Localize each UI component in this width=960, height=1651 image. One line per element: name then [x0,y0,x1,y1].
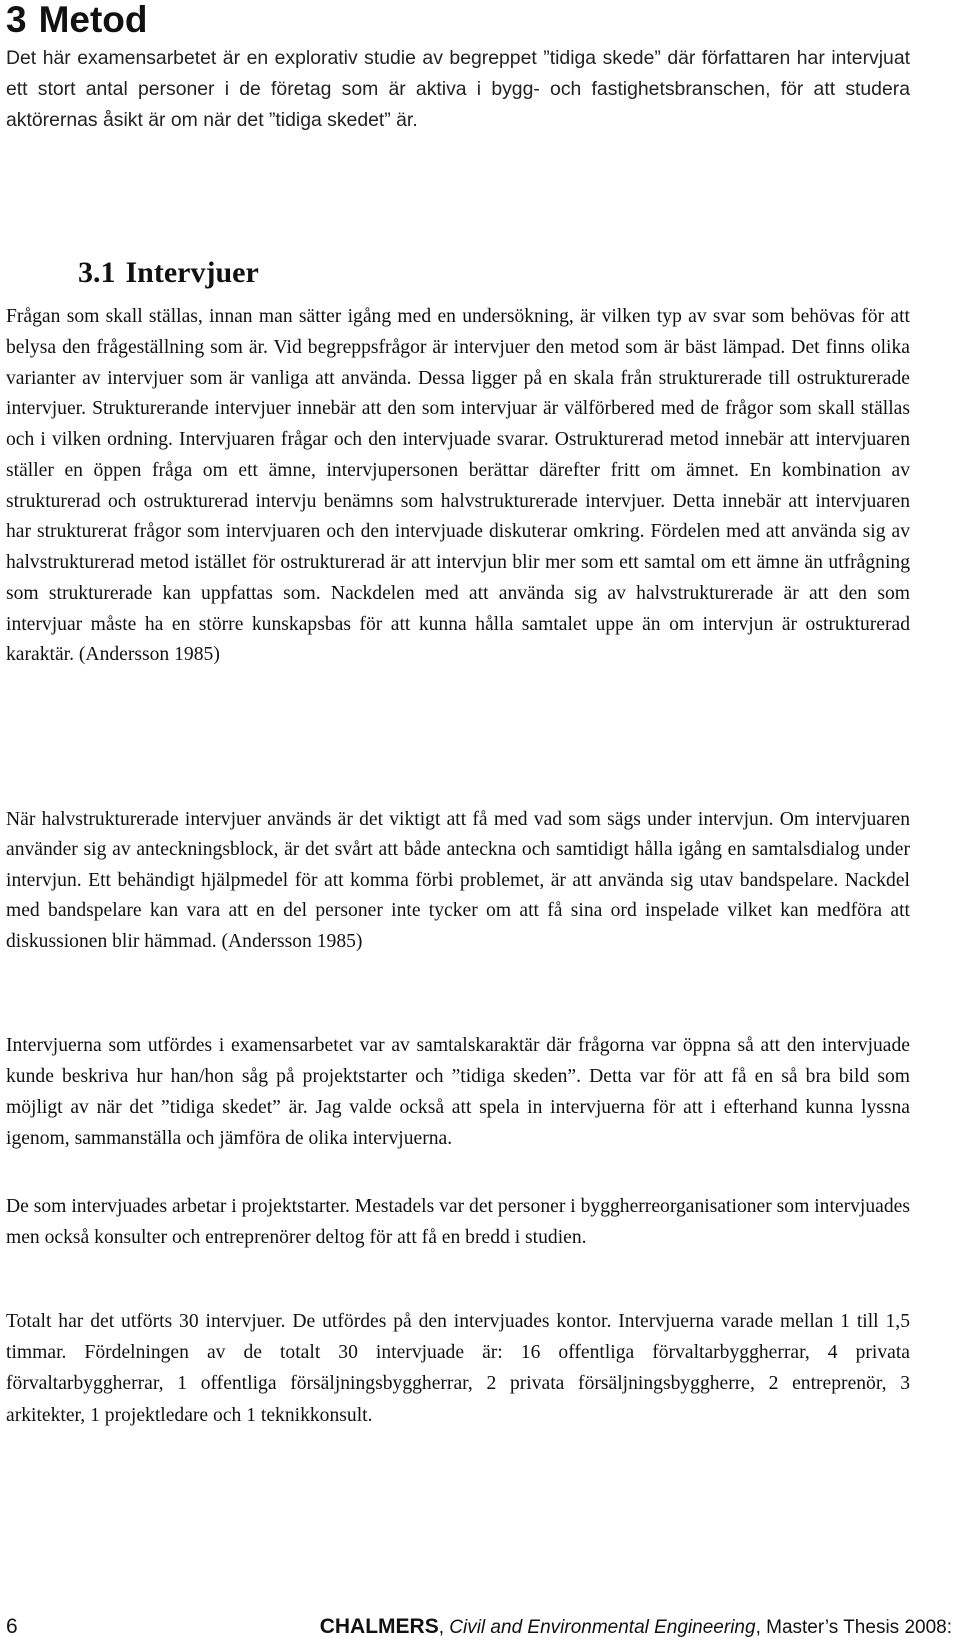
body-paragraph: När halvstrukturerade intervjuer används är det viktigt att få med vad som sägs under intervjun. Om intervjuaren använder sig av anteckningsblock, är det svårt att både anteckna och samtidigt hålla igång en samtalsdialog under intervjun. Ett behändigt hjälpmedel för att komma förbi problemet, är att använda sig utav bandspelare. Nackdel med bandspelare kan vara att en del personer inte tycker om att få sina ord inspelade vilket kan medföra att diskussionen blir hämmad. (Andersson 1985) [6,809,910,952]
footer-citation [320,1614,952,1641]
body-paragraph: Intervjuerna som utfördes i examensarbetet var av samtalskaraktär där frågorna var öppna så att den intervjuade kunde beskriva hur han/hon såg på projektstarter och ”tidiga skeden”. Detta var för att få en så bra bild som möjligt av när det ”tidiga skedet” är. Jag valde också att spela in intervjuerna för att i efterhand kunna lyssna igenom, sammanställa och jämföra de olika intervjuerna. [6,1035,910,1149]
page-number: 6 [6,1615,18,1638]
section-title: Intervjuer [125,256,259,289]
chapter-title: Metod [38,0,148,40]
footer-separator: , [438,1617,444,1638]
footer-institution: CHALMERS [319,1615,439,1638]
page-footer [0,1608,960,1648]
footer-department: Civil and Environmental Engineering [449,1617,756,1638]
section-number: 3.1 [78,256,116,289]
footer-thesis: , Master’s Thesis 2008: [755,1617,952,1638]
body-paragraph: Frågan som skall ställas, innan man sätter igång med en undersökning, är vilken typ av svar som behövas för att belysa den frågeställning som är. Vid begreppsfrågor är intervjuer den metod som är bäst lämpad. Det finns olika varianter av intervjuer som är vanliga att använda. Dessa ligger på en skala från strukturerade till ostrukturerade intervjuer. Strukturerande intervjuer innebär att den som intervjuar är välförbered med de frågor som skall ställas och i vilken ordning. Intervjuaren frågar och den intervjuade svarar. Ostrukturerad metod innebär att intervjuaren ställer en öppen fråga om ett ämne, intervjupersonen berättar därefter fritt om ämnet. En kombination av strukturerad och ostrukturerad intervju benämns som halvstrukturerade intervjuer. Detta innebär att intervjuaren har strukturerat frågor som intervjuaren och den intervjuade diskuterar omkring. Fördelen med att använda sig av halvstrukturerad metod istället för ostrukturerad är att intervjun blir mer som ett samtal om ett ämne än utfrågning som strukturerade kan uppfattas som. Nackdelen med att använda sig av halvstrukturerade är att den som intervjuar måste ha en större kunskapsbas för att kunna hålla samtalet uppe än om intervjun är ostrukturerad karaktär. (Andersson 1985) [6,306,910,666]
chapter-heading [6,0,148,40]
section-heading [78,256,259,290]
body-paragraph: Totalt har det utförts 30 intervjuer. De utfördes på den intervjuades kontor. Intervjuerna varade mellan 1 till 1,5 timmar. Fördelningen av de totalt 30 intervjuade är: 16 offentliga förvaltarbyggherrar, 4 privata förvaltarbyggherrar, 1 offentliga försäljningsbyggherrar, 2 privata försäljningsbyggherre, 2 entreprenör, 3 arkitekter, 1 projektledare och 1 teknikkonsult. [6,1311,910,1426]
intro-paragraph: Det här examensarbetet är en explorativ studie av begreppet ”tidiga skede” där författaren har intervjuat ett stort antal personer i de företag som är aktiva i bygg- och fastighetsbranschen, för att studera aktörernas åsikt är om när det ”tidiga skedet” är. [6,47,910,131]
chapter-number: 3 [6,0,27,40]
body-paragraph: De som intervjuades arbetar i projektstarter. Mestadels var det personer i byggherreorganisationer som intervjuades men också konsulter och entreprenörer deltog för att få en bredd i studien. [6,1196,910,1248]
